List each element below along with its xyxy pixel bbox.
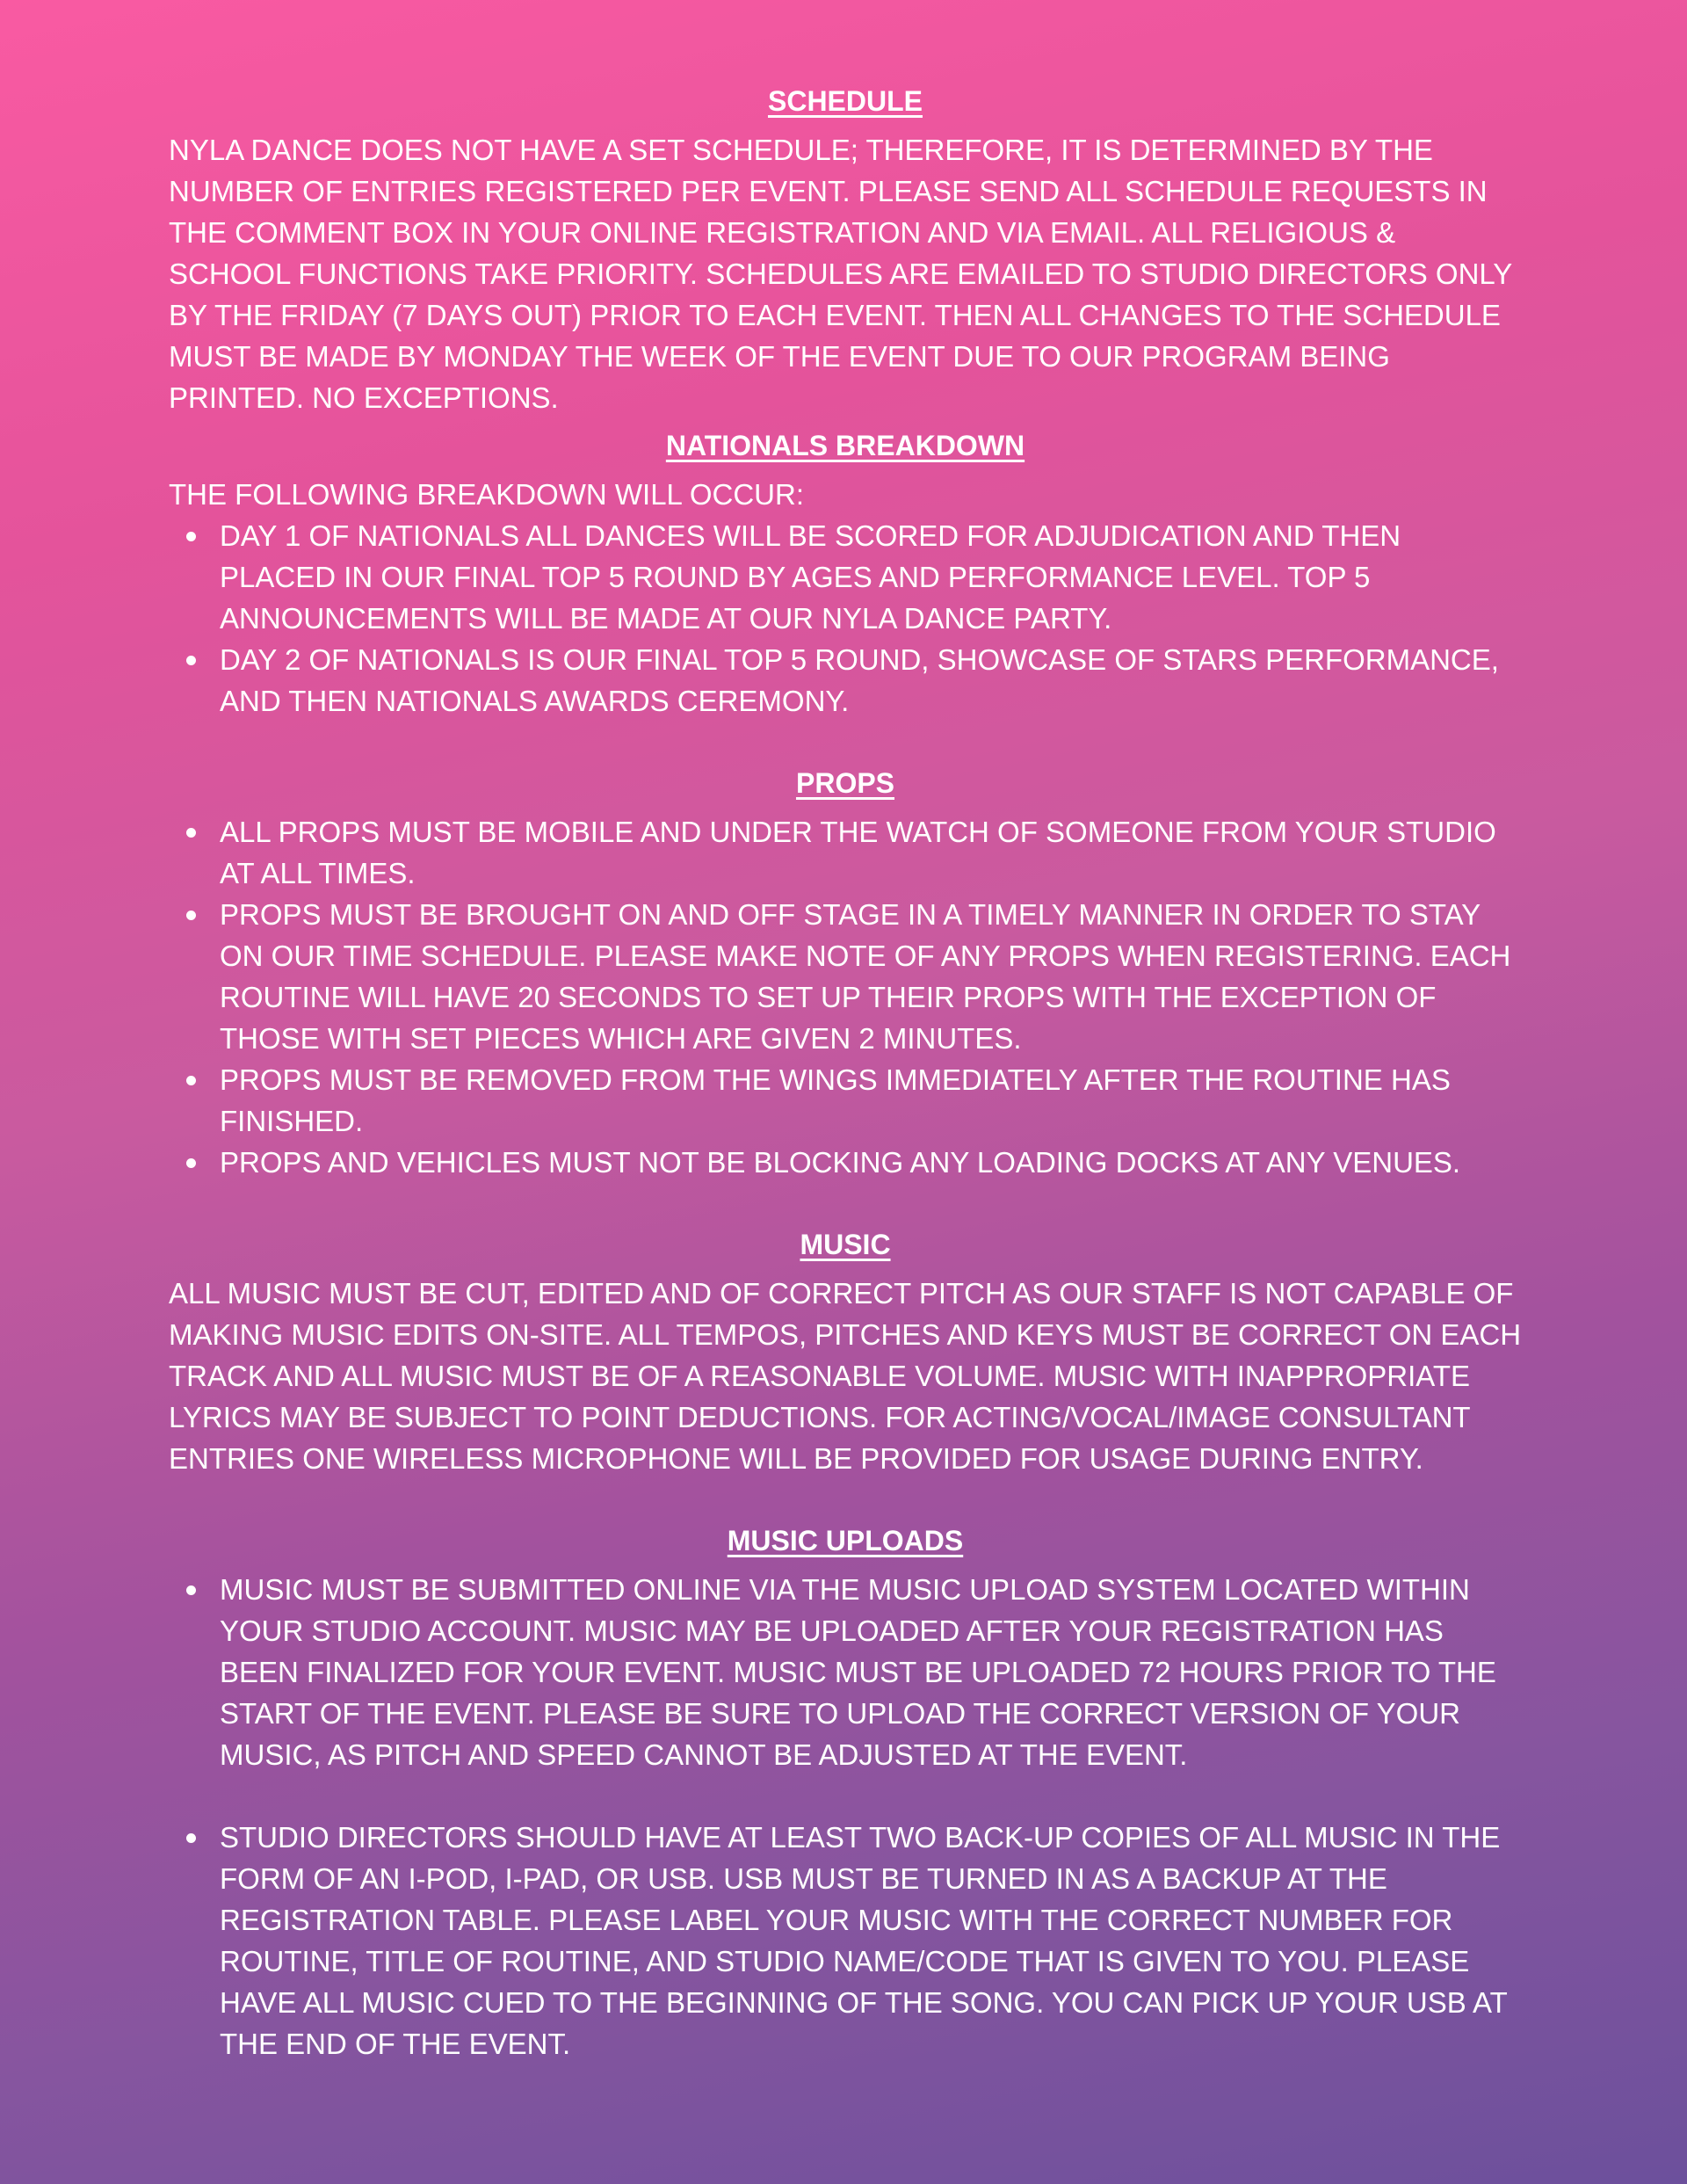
music-heading: MUSIC: [800, 1229, 891, 1260]
music-uploads-list-2: [169, 1817, 1522, 2064]
music-section: [169, 1224, 1522, 1479]
music-text: ALL MUSIC MUST BE CUT, EDITED AND OF CORRECT PITCH AS OUR STAFF IS NOT CAPABLE OF MAKING MUSIC EDITS ON-SITE. ALL TEMPOS, PITCHES AND KEYS MUST BE CORRECT ON EACH TRACK AND ALL MUSIC MUST BE OF A REASONABLE VOLUME. MUSIC WITH INAPPROPRIATE LYRICS MAY BE SUBJECT TO POINT DEDUCTIONS. FOR ACTING/VOCAL/IMAGE CONSULTANT ENTRIES ONE WIRELESS MICROPHONE WILL BE PROVIDED FOR USAGE DURING ENTRY.: [169, 1277, 1522, 1475]
props-section: [169, 763, 1522, 1183]
document-page: [169, 81, 1522, 2064]
schedule-section: [169, 81, 1522, 418]
props-heading: PROPS: [795, 767, 895, 799]
nationals-breakdown-section: [169, 425, 1522, 722]
nationals-breakdown-list: [169, 515, 1522, 722]
list-item: MUSIC MUST BE SUBMITTED ONLINE VIA THE MUSIC UPLOAD SYSTEM LOCATED WITHIN YOUR STUDIO ACCOUNT. MUSIC MAY BE UPLOADED AFTER YOUR REGISTRATION HAS BEEN FINALIZED FOR YOUR EVENT. MUSIC MUST BE UPLOADED 72 HOURS PRIOR TO THE START OF THE EVENT. PLEASE BE SURE TO UPLOAD THE CORRECT VERSION OF YOUR MUSIC, AS PITCH AND SPEED CANNOT BE ADJUSTED AT THE EVENT.: [220, 1569, 1522, 1775]
nationals-breakdown-intro: THE FOLLOWING BREAKDOWN WILL OCCUR:: [169, 478, 805, 511]
music-uploads-list: [169, 1569, 1522, 1775]
list-item: DAY 2 OF NATIONALS IS OUR FINAL TOP 5 ROUND, SHOWCASE OF STARS PERFORMANCE, AND THEN NATIONALS AWARDS CEREMONY.: [220, 639, 1522, 722]
list-item: PROPS MUST BE BROUGHT ON AND OFF STAGE IN A TIMELY MANNER IN ORDER TO STAY ON OUR TIME SCHEDULE. PLEASE MAKE NOTE OF ANY PROPS WHEN REGISTERING. EACH ROUTINE WILL HAVE 20 SECONDS TO SET UP THEIR PROPS WITH THE EXCEPTION OF THOSE WITH SET PIECES WHICH ARE GIVEN 2 MINUTES.: [220, 894, 1522, 1059]
list-item: PROPS AND VEHICLES MUST NOT BE BLOCKING ANY LOADING DOCKS AT ANY VENUES.: [220, 1142, 1522, 1183]
schedule-text: NYLA DANCE DOES NOT HAVE A SET SCHEDULE; THEREFORE, IT IS DETERMINED BY THE NUMBER OF ENTRIES REGISTERED PER EVENT. PLEASE SEND ALL SCHEDULE REQUESTS IN THE COMMENT BOX IN YOUR ONLINE REGISTRATION AND VIA EMAIL. ALL RELIGIOUS & SCHOOL FUNCTIONS TAKE PRIORITY. SCHEDULES ARE EMAILED TO STUDIO DIRECTORS ONLY BY THE FRIDAY (7 DAYS OUT) PRIOR TO EACH EVENT. THEN ALL CHANGES TO THE SCHEDULE MUST BE MADE BY MONDAY THE WEEK OF THE EVENT DUE TO OUR PROGRAM BEING PRINTED. NO EXCEPTIONS.: [169, 134, 1512, 414]
schedule-heading: SCHEDULE: [767, 85, 923, 117]
nationals-breakdown-heading: NATIONALS BREAKDOWN: [665, 430, 1025, 461]
music-uploads-heading: MUSIC UPLOADS: [727, 1525, 964, 1556]
list-item: PROPS MUST BE REMOVED FROM THE WINGS IMMEDIATELY AFTER THE ROUTINE HAS FINISHED.: [220, 1059, 1522, 1142]
list-item: STUDIO DIRECTORS SHOULD HAVE AT LEAST TWO BACK-UP COPIES OF ALL MUSIC IN THE FORM OF AN I-POD, I-PAD, OR USB. USB MUST BE TURNED IN AS A BACKUP AT THE REGISTRATION TABLE. PLEASE LABEL YOUR MUSIC WITH THE CORRECT NUMBER FOR ROUTINE, TITLE OF ROUTINE, AND STUDIO NAME/CODE THAT IS GIVEN TO YOU. PLEASE HAVE ALL MUSIC CUED TO THE BEGINNING OF THE SONG. YOU CAN PICK UP YOUR USB AT THE END OF THE EVENT.: [220, 1817, 1522, 2064]
list-item: DAY 1 OF NATIONALS ALL DANCES WILL BE SCORED FOR ADJUDICATION AND THEN PLACED IN OUR FINAL TOP 5 ROUND BY AGES AND PERFORMANCE LEVEL. TOP 5 ANNOUNCEMENTS WILL BE MADE AT OUR NYLA DANCE PARTY.: [220, 515, 1522, 639]
music-uploads-section: [169, 1520, 1522, 2064]
props-list: [169, 811, 1522, 1183]
list-item: ALL PROPS MUST BE MOBILE AND UNDER THE WATCH OF SOMEONE FROM YOUR STUDIO AT ALL TIMES.: [220, 811, 1522, 894]
